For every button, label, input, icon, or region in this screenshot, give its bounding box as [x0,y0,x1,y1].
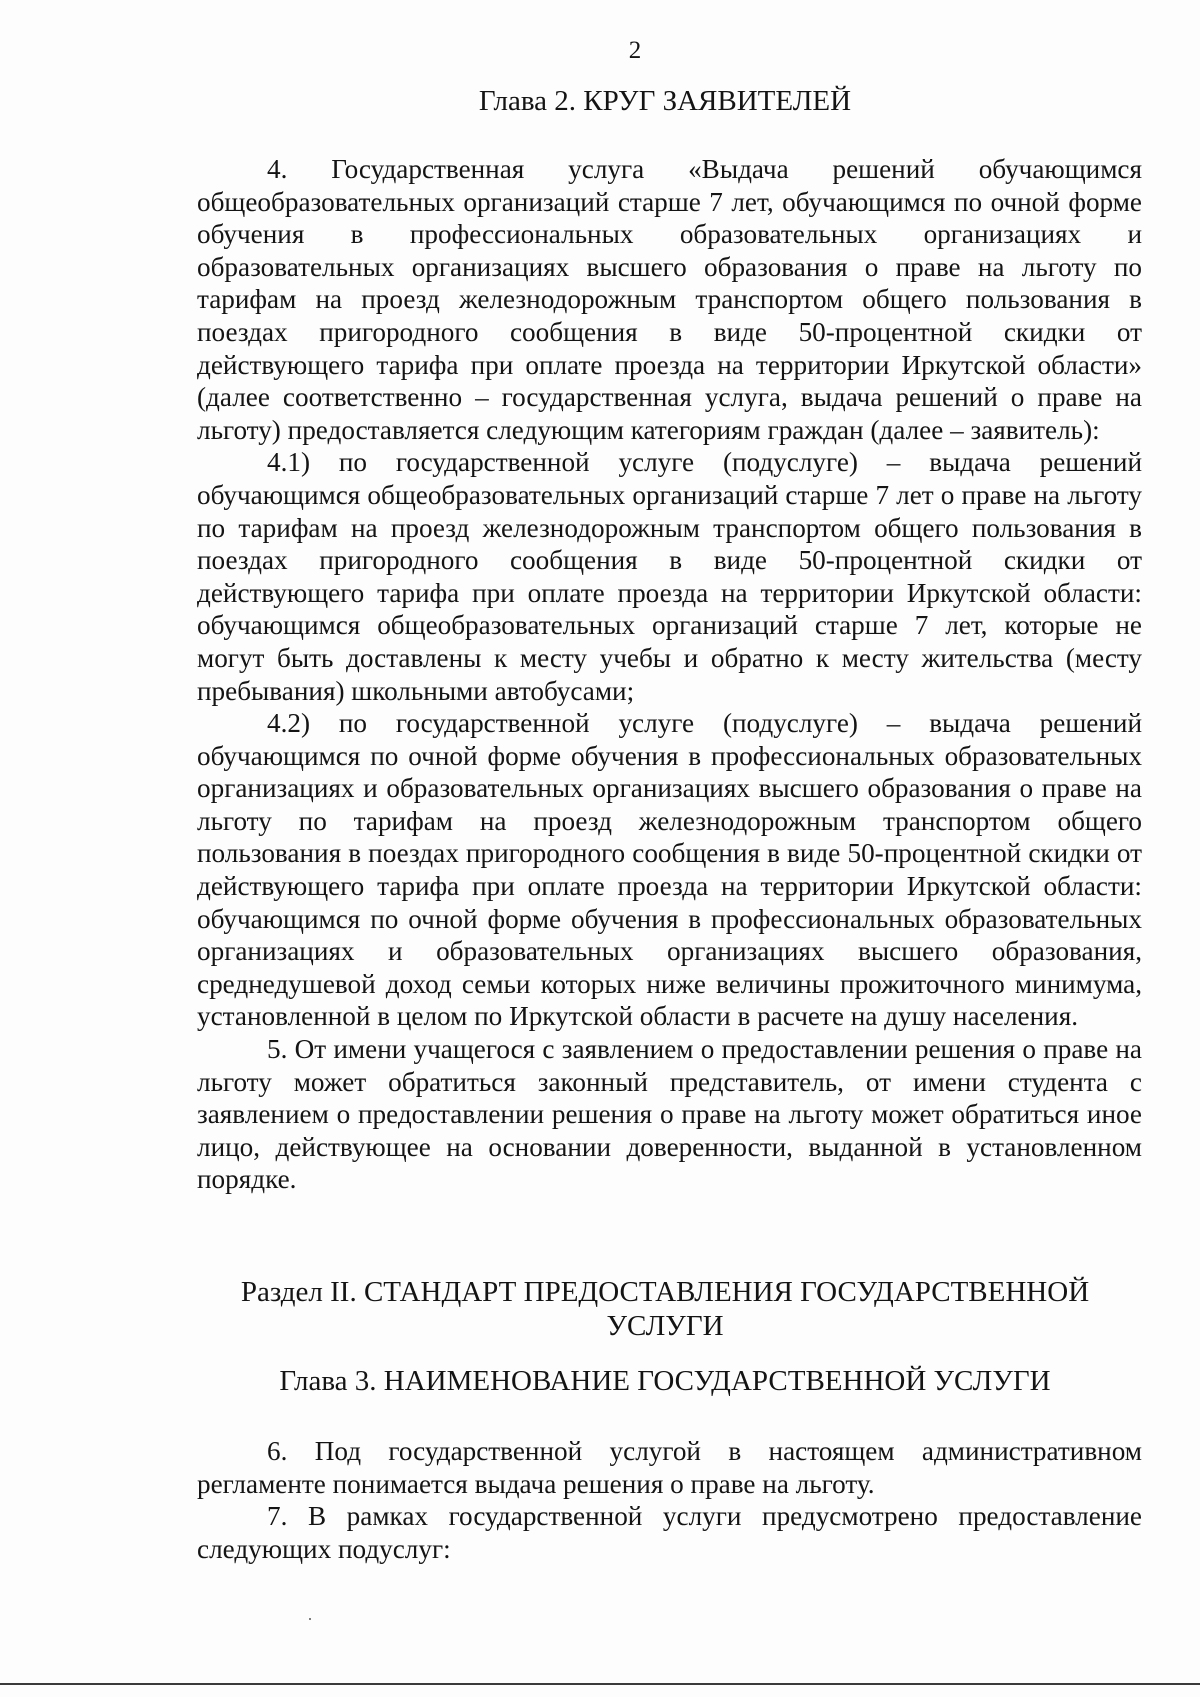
paragraph-4: 4. Государственная услуга «Выдача решений обучающимся общеобразовательных организаций старше 7 лет, обучающимся по очной форме обучения в профессиональных образовательных организациях и образовательных организациях высшего образования о праве на льготу по тарифам на проезд железнодорожным транспортом общего пользования в поездах пригородного сообщения в виде 50-процентной скидки от действующего тарифа при оплате проезда на территории Иркутской области» (далее соответственно – государственная услуга, выдача решений о праве на льготу) предоставляется следующим категориям граждан (далее – заявитель): [197,154,1142,445]
section-2-heading-line-1: Раздел II. СТАНДАРТ ПРЕДОСТАВЛЕНИЯ ГОСУДАРСТВЕННОЙ [240,1276,1090,1308]
chapter-3-heading: Глава 3. НАИМЕНОВАНИЕ ГОСУДАРСТВЕННОЙ УСЛУГИ [279,1365,1051,1397]
section-2-heading-line-2: УСЛУГИ [606,1310,724,1342]
chapter-3-body [197,1435,1142,1565]
paragraph-5: 5. От имени учащегося с заявлением о предоставлении решения о праве на льготу может обратиться законный представитель, от имени студента с заявлением о предоставлении решения о праве на льготу может обратиться иное лицо, действующее на основании доверенности, выданной в установленном порядке. [197,1034,1142,1195]
paragraph-4-1: 4.1) по государственной услуге (подуслуге) – выдача решений обучающимся общеобразовательных организаций старше 7 лет о праве на льготу по тарифам на проезд железнодорожным транспортом общего пользования в поездах пригородного сообщения в виде 50-процентной скидки от действующего тарифа при оплате проезда на территории Иркутской области: обучающимся общеобразовательных организаций старше 7 лет, которые не могут быть доставлены к месту учебы и обратно к месту жительства (месту пребывания) школьными автобусами; [197,447,1142,706]
paragraph-7: 7. В рамках государственной услуги предусмотрено предоставление следующих подуслуг: [197,1501,1142,1564]
page-number: 2 [628,37,642,64]
scan-speck [309,1618,311,1620]
chapter-2-body [197,153,1142,1196]
paragraph-6: 6. Под государственной услугой в настоящем административном регламенте понимается выдача решения о праве на льготу. [197,1436,1142,1499]
scan-edge-line [0,1683,1200,1685]
paragraph-4-2: 4.2) по государственной услуге (подуслуге) – выдача решений обучающимся по очной форме обучения в профессиональных образовательных организациях и образовательных организациях высшего образования о праве на льготу по тарифам на проезд железнодорожным транспортом общего пользования в поездах пригородного сообщения в виде 50-процентной скидки от действующего тарифа при оплате проезда на территории Иркутской области: обучающимся по очной форме обучения в профессиональных образовательных организациях и образовательных организациях высшего образования, среднедушевой доход семьи которых ниже величины прожиточного минимума, установленной в целом по Иркутской области в расчете на душу населения. [197,708,1142,1032]
chapter-2-heading: Глава 2. КРУГ ЗАЯВИТЕЛЕЙ [478,85,852,117]
